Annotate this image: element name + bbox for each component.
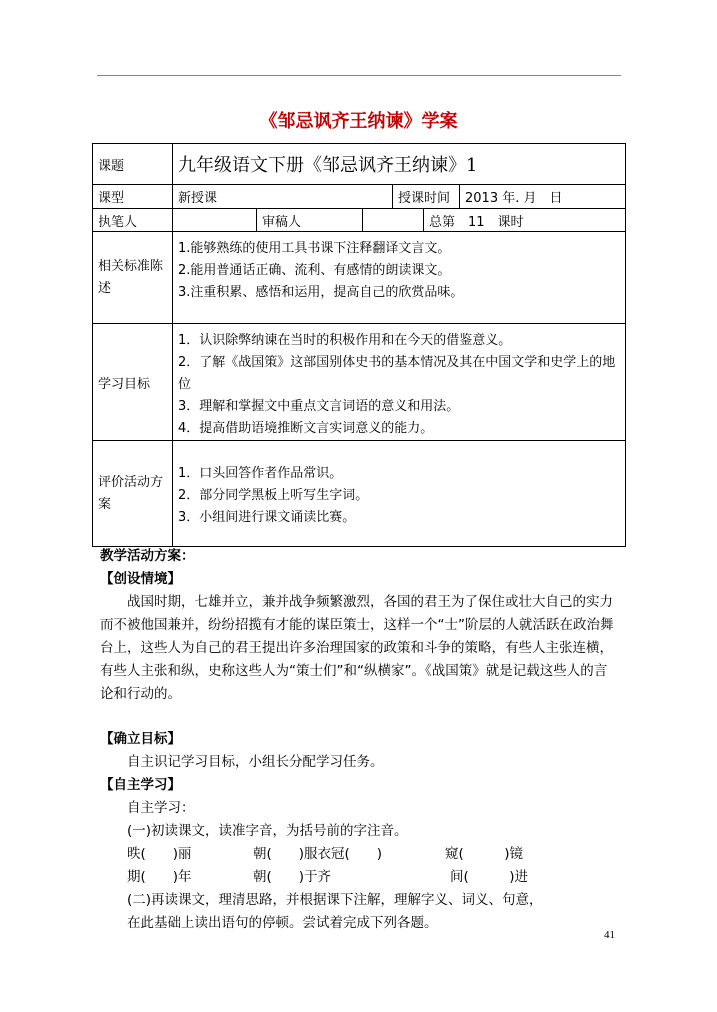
- table-row: [93, 232, 626, 324]
- topic-value: 九年级语文下册《邹忌讽齐王纳谏》1: [173, 144, 626, 185]
- task-2-line-1: (二)再读课文，理清思路，并根据课下注解，理解字义、词义、句意，: [127, 892, 543, 908]
- standards-item: 1.能够熟练的使用工具书课下注释翻译文言文。: [178, 241, 451, 256]
- fill-blank: 朝( )服衣冠( ): [253, 846, 383, 862]
- fill-blank: 朝( )于齐: [253, 869, 332, 885]
- task-2-line-2: 在此基础上读出语句的停顿。尝试着完成下列各题。: [127, 915, 438, 931]
- goals-cell: [173, 324, 626, 441]
- type-value: 新授课: [173, 185, 393, 209]
- standards-item: 3.注重积累、感悟和运用，提高自己的欣赏品味。: [178, 285, 464, 300]
- fill-blank-row: [100, 866, 620, 889]
- fill-blank: 间( )进: [450, 869, 529, 885]
- section-heading-self-study: 【自主学习】: [100, 777, 181, 793]
- label-time: 授课时间: [393, 185, 460, 209]
- goals-item: 1．认识除弊纳谏在当时的积极作用和在今天的借鉴意义。: [178, 333, 512, 348]
- goals-item: 3．理解和掌握文中重点文言词语的意义和用法。: [178, 399, 460, 414]
- label-reviewer: 审稿人: [257, 209, 363, 232]
- self-study-intro: 自主学习：: [127, 800, 195, 816]
- document-title: 《邹忌讽齐王纳谏》学案: [259, 111, 458, 132]
- table-row: [93, 441, 626, 547]
- evaluation-label: 评价活动方案: [98, 474, 164, 512]
- fill-blank: 期( )年: [127, 869, 192, 885]
- evaluation-cell: [173, 441, 626, 547]
- section-heading-goals: 【确立目标】: [100, 731, 181, 747]
- label-topic: 课题: [93, 144, 173, 185]
- goals-paragraph: 自主识记学习目标，小组长分配学习任务。: [127, 754, 384, 770]
- table-row: [93, 144, 626, 185]
- lesson-body: [100, 545, 620, 935]
- section-heading-context: 【创设情境】: [100, 571, 181, 587]
- fill-blank: 窥( )镜: [445, 846, 524, 862]
- table-row: [93, 185, 626, 209]
- standards-cell: [173, 232, 626, 324]
- label-type: 课型: [93, 185, 173, 209]
- goals-item: 4．提高借助语境推断文言实词意义的能力。: [178, 421, 434, 436]
- total-lessons: 总第 11 课时: [424, 209, 626, 232]
- label-standards: [93, 232, 173, 324]
- evaluation-item: 3．小组间进行课文诵读比赛。: [178, 509, 356, 525]
- plan-heading: 教学活动方案：: [100, 548, 195, 564]
- header-rule: [97, 75, 621, 76]
- evaluation-item: 1．口头回答作者作品常识。: [178, 465, 343, 481]
- fill-blank-row: [100, 843, 620, 866]
- reviewer-value: [363, 209, 424, 232]
- fill-blank: 昳( )丽: [127, 846, 192, 862]
- goals-item: 2．了解《战国策》这部国别体史书的基本情况及其在中国文学和史学上的地位: [178, 355, 616, 392]
- standards-label: 相关标准陈述: [98, 258, 164, 296]
- label-goals: 学习目标: [93, 324, 173, 441]
- context-paragraph: 战国时期，七雄并立，兼并战争频繁激烈，各国的君王为了保住或壮大自己的实力而不被他国兼并，纷纷招揽有才能的谋臣策士，这样一个“士”阶层的人就活跃在政治舞台上，这些人为自己的君王提出许多治理国家的政策和斗争的策略，有些人主张连横，有些人主张和纵，史称这些人为“策士们”和“纵横家”。《战国策》就是记载这些人的言论和行动的。: [100, 594, 614, 702]
- standards-item: 2.能用普通话正确、流利、有感情的朗读课文。: [178, 263, 451, 278]
- table-row: [93, 209, 626, 232]
- table-row: [93, 324, 626, 441]
- page-number: 41: [604, 929, 615, 941]
- writer-value: [173, 209, 257, 232]
- task-1: (一)初读课文，读准字音，为括号前的字注音。: [127, 823, 408, 839]
- label-evaluation: [93, 441, 173, 547]
- time-value: 2013 年. 月 日: [460, 185, 626, 209]
- lesson-info-table: [92, 143, 626, 547]
- evaluation-item: 2．部分同学黑板上听写生字词。: [178, 487, 369, 503]
- label-writer: 执笔人: [93, 209, 173, 232]
